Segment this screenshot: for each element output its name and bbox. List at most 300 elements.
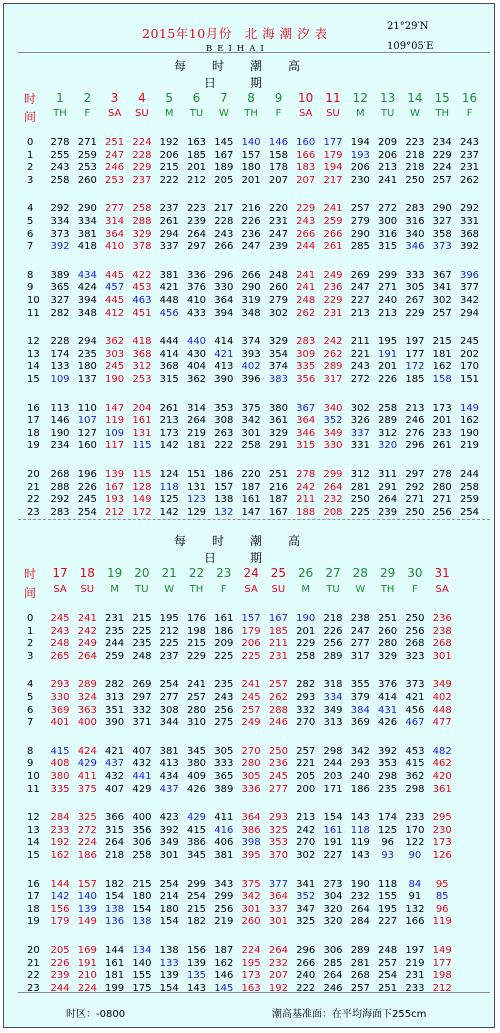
tide-height-cell: 266 <box>296 957 316 969</box>
tide-height-cell: 380 <box>268 402 288 414</box>
tide-height-cell: 336 <box>241 783 261 795</box>
tide-height-cell: 356 <box>296 374 316 385</box>
tide-height-cell: 380 <box>50 771 70 782</box>
tide-height-cell: 329 <box>132 228 152 240</box>
tide-height-cell: 290 <box>77 203 97 215</box>
tide-height-cell: 305 <box>405 282 425 294</box>
tide-height-cell: 262 <box>323 348 343 360</box>
tide-height-cell: 177 <box>323 137 343 148</box>
hour-label: 13 <box>27 824 40 836</box>
day-weekday: M <box>110 584 119 595</box>
tide-height-cell: 142 <box>50 891 70 903</box>
tide-height-cell: 434 <box>77 269 97 281</box>
tide-height-cell: 225 <box>159 638 179 650</box>
tide-height-cell: 296 <box>214 269 234 281</box>
tide-height-cell: 236 <box>432 613 452 624</box>
hour-label: 1 <box>27 149 34 161</box>
tide-height-cell: 259 <box>459 494 480 506</box>
tide-height-cell: 232 <box>268 957 288 969</box>
tide-height-cell: 256 <box>323 638 343 650</box>
tide-height-cell: 292 <box>50 203 70 215</box>
section-title: 每时潮高 <box>173 59 326 73</box>
tide-height-cell: 248 <box>378 945 398 956</box>
table-row <box>4 482 496 494</box>
table-row <box>4 825 496 837</box>
hour-label: 18 <box>27 427 40 439</box>
tide-height-cell: 173 <box>159 427 179 439</box>
tide-height-cell: 421 <box>159 282 179 294</box>
tide-height-cell: 143 <box>186 982 207 994</box>
tide-height-cell: 224 <box>77 982 97 994</box>
tide-height-cell: 289 <box>77 679 97 691</box>
table-row <box>4 374 496 386</box>
tide-height-cell: 190 <box>296 613 316 624</box>
tide-height-cell: 241 <box>296 282 316 294</box>
tide-height-cell: 283 <box>405 203 425 215</box>
tide-height-cell: 244 <box>50 982 70 994</box>
tide-height-cell: 230 <box>350 174 370 186</box>
tide-height-cell: 392 <box>50 241 70 253</box>
tide-height-cell: 250 <box>405 174 425 186</box>
tide-height-cell: 96 <box>381 837 394 849</box>
tide-height-cell: 200 <box>296 783 316 795</box>
tide-height-cell: 280 <box>186 704 207 716</box>
tide-height-cell: 194 <box>350 137 370 148</box>
table-row <box>4 162 496 174</box>
tide-height-cell: 170 <box>405 824 425 836</box>
tide-height-cell: 250 <box>268 745 288 757</box>
tide-height-cell: 364 <box>105 228 125 240</box>
hour-label: 9 <box>27 758 34 770</box>
day-number: 16 <box>461 91 478 105</box>
tide-height-cell: 229 <box>296 638 316 650</box>
table-row <box>4 945 496 957</box>
tide-height-cell: 206 <box>241 638 261 650</box>
tide-height-cell: 237 <box>132 174 152 186</box>
tide-height-cell: 219 <box>405 957 425 969</box>
hour-label: 15 <box>27 374 40 385</box>
tide-height-cell: 161 <box>105 957 125 969</box>
tide-height-cell: 235 <box>378 783 398 795</box>
tide-height-cell: 320 <box>323 916 343 928</box>
tide-height-cell: 269 <box>132 679 152 691</box>
tide-height-cell: 260 <box>378 625 398 637</box>
tide-height-cell: 157 <box>241 149 261 161</box>
tide-height-cell: 392 <box>378 745 398 757</box>
tide-height-cell: 213 <box>350 307 370 319</box>
tide-height-cell: 179 <box>323 149 343 161</box>
tide-height-cell: 448 <box>159 295 179 306</box>
tide-height-cell: 371 <box>132 717 152 729</box>
tide-height-cell: 289 <box>378 415 398 427</box>
tide-height-cell: 232 <box>350 891 370 903</box>
tide-height-cell: 364 <box>214 295 234 306</box>
tide-height-cell: 243 <box>50 625 70 637</box>
hour-label: 14 <box>27 837 40 849</box>
tide-height-cell: 426 <box>378 717 398 729</box>
tide-height-cell: 416 <box>214 824 234 836</box>
tide-height-cell: 463 <box>132 295 152 306</box>
tide-height-cell: 248 <box>50 638 70 650</box>
tide-height-cell: 199 <box>105 982 125 994</box>
tide-height-cell: 218 <box>405 162 425 174</box>
tide-height-cell: 308 <box>159 704 179 716</box>
tide-height-cell: 205 <box>214 174 234 186</box>
day-weekday: M <box>164 108 174 119</box>
table-row <box>4 150 496 162</box>
table-row <box>4 494 496 506</box>
hour-label: 16 <box>27 402 40 414</box>
tide-height-cell: 202 <box>459 348 480 360</box>
tide-height-cell: 266 <box>296 228 316 240</box>
table-row <box>4 958 496 970</box>
day-number: 4 <box>138 91 146 105</box>
tide-height-cell: 211 <box>296 494 316 506</box>
tide-height-cell: 467 <box>405 717 425 729</box>
tide-height-cell: 238 <box>350 613 370 624</box>
tide-height-cell: 241 <box>323 203 343 215</box>
tide-height-cell: 315 <box>105 824 125 836</box>
tide-height-cell: 421 <box>405 692 425 703</box>
tide-height-cell: 293 <box>50 679 70 691</box>
tide-height-cell: 208 <box>323 506 343 518</box>
day-number: 27 <box>325 566 341 580</box>
tide-height-cell: 233 <box>405 812 425 824</box>
tide-height-cell: 213 <box>159 415 179 427</box>
tide-height-cell: 277 <box>350 638 370 650</box>
tide-height-cell: 415 <box>50 745 70 757</box>
date-label: 日期 <box>203 76 296 90</box>
tide-height-cell: 348 <box>241 307 261 319</box>
day-number: 11 <box>325 91 341 105</box>
day-number: 6 <box>192 91 201 105</box>
tide-height-cell: 244 <box>323 758 343 770</box>
table-row <box>4 137 496 149</box>
tide-height-cell: 381 <box>77 228 97 240</box>
tide-height-cell: 314 <box>186 402 207 414</box>
tide-height-cell: 323 <box>405 650 425 662</box>
tide-height-cell: 231 <box>268 650 288 662</box>
tide-height-cell: 297 <box>132 692 152 703</box>
tide-height-cell: 186 <box>214 625 234 637</box>
tide-height-cell: 156 <box>186 945 207 956</box>
tide-height-cell: 132 <box>405 903 425 915</box>
tide-height-cell: 340 <box>323 402 343 414</box>
tide-height-cell: 194 <box>323 162 343 174</box>
day-weekday: F <box>275 108 282 119</box>
table-row <box>4 626 496 638</box>
tide-height-cell: 260 <box>268 282 288 294</box>
tide-height-cell: 235 <box>132 638 152 650</box>
tide-height-cell: 209 <box>378 137 398 148</box>
tide-height-cell: 254 <box>159 878 179 890</box>
tide-height-cell: 342 <box>459 295 480 306</box>
tide-height-cell: 180 <box>159 903 179 915</box>
tide-height-cell: 154 <box>323 812 343 824</box>
tide-height-cell: 224 <box>241 945 261 956</box>
tide-height-cell: 457 <box>105 282 125 294</box>
tide-height-cell: 415 <box>405 758 425 770</box>
day-weekday: TH <box>189 584 204 595</box>
tide-height-cell: 201 <box>186 162 207 174</box>
table-row <box>4 469 496 481</box>
tide-height-cell: 138 <box>214 494 234 506</box>
day-number: 30 <box>407 566 423 580</box>
day-number: 17 <box>52 566 68 580</box>
tide-height-cell: 241 <box>77 613 97 624</box>
tide-height-cell: 429 <box>77 758 97 770</box>
tide-height-cell: 377 <box>268 878 288 890</box>
tide-height-cell: 258 <box>378 402 398 414</box>
tide-height-cell: 187 <box>241 481 261 493</box>
tide-height-cell: 204 <box>132 402 152 414</box>
tide-height-cell: 330 <box>214 282 234 294</box>
tide-height-cell: 444 <box>159 336 179 348</box>
hour-label: 7 <box>27 241 34 253</box>
tide-height-cell: 239 <box>50 970 70 982</box>
day-number: 25 <box>270 566 287 580</box>
day-weekday: TU <box>380 108 395 119</box>
table-row <box>4 638 496 650</box>
tide-height-cell: 298 <box>323 745 343 757</box>
tide-height-cell: 262 <box>268 692 288 703</box>
tide-height-cell: 207 <box>296 174 316 186</box>
tide-height-cell: 156 <box>50 903 70 915</box>
tide-height-cell: 301 <box>432 650 452 662</box>
hour-label: 4 <box>27 203 34 215</box>
tide-height-cell: 228 <box>132 149 152 161</box>
tide-height-cell: 440 <box>186 336 207 348</box>
tide-height-cell: 288 <box>50 481 70 493</box>
tide-height-cell: 432 <box>105 771 125 782</box>
table-row <box>4 295 496 307</box>
table-row <box>4 440 496 452</box>
tide-height-cell: 305 <box>214 745 234 757</box>
tide-height-cell: 125 <box>159 494 179 506</box>
day-number: 2 <box>83 91 92 105</box>
tide-height-cell: 316 <box>378 228 398 240</box>
tide-height-cell: 402 <box>241 361 261 373</box>
tide-height-cell: 186 <box>350 783 370 795</box>
tide-height-cell: 191 <box>77 957 97 969</box>
tide-height-cell: 173 <box>432 402 452 414</box>
tide-height-cell: 368 <box>159 361 179 373</box>
tide-height-cell: 320 <box>323 903 343 915</box>
tide-height-cell: 264 <box>105 837 125 849</box>
tide-height-cell: 290 <box>432 203 452 215</box>
tide-height-cell: 190 <box>350 878 370 890</box>
tide-height-cell: 260 <box>77 174 97 186</box>
tide-height-cell: 230 <box>432 824 452 836</box>
tide-height-cell: 361 <box>268 415 288 427</box>
tide-height-cell: 453 <box>405 745 425 757</box>
tide-height-cell: 245 <box>268 771 288 782</box>
tide-height-cell: 185 <box>186 149 207 161</box>
tide-height-cell: 151 <box>459 374 480 385</box>
tide-height-cell: 228 <box>50 336 70 348</box>
tide-height-cell: 167 <box>105 481 125 493</box>
tide-height-cell: 334 <box>323 692 343 703</box>
tide-height-cell: 218 <box>105 850 125 861</box>
tide-height-cell: 135 <box>186 970 207 982</box>
tide-height-cell: 268 <box>432 638 452 650</box>
tide-height-cell: 325 <box>296 916 316 928</box>
tide-height-cell: 206 <box>378 149 398 161</box>
tide-height-cell: 140 <box>241 137 261 148</box>
tide-height-cell: 143 <box>350 850 370 861</box>
hour-label: 8 <box>27 745 34 757</box>
table-row <box>4 229 496 241</box>
tide-height-cell: 368 <box>132 348 152 360</box>
tide-height-cell: 257 <box>350 203 370 215</box>
tide-height-cell: 238 <box>432 625 452 637</box>
tide-height-cell: 258 <box>241 440 261 452</box>
table-row <box>4 216 496 228</box>
table-row <box>4 692 496 704</box>
hour-label: 10 <box>27 771 40 782</box>
tide-height-cell: 221 <box>296 758 316 770</box>
tide-height-cell: 207 <box>268 970 288 982</box>
tide-height-cell: 226 <box>77 481 97 493</box>
tide-height-cell: 301 <box>159 850 179 861</box>
tide-height-cell: 267 <box>405 295 425 306</box>
tide-height-cell: 407 <box>105 783 125 795</box>
tide-height-cell: 163 <box>186 137 207 148</box>
tide-height-cell: 195 <box>378 903 398 915</box>
tide-height-cell: 213 <box>378 307 398 319</box>
tide-height-cell: 257 <box>186 692 207 703</box>
tide-height-cell: 243 <box>50 162 70 174</box>
tide-height-cell: 117 <box>105 440 125 452</box>
tide-height-cell: 193 <box>105 494 125 506</box>
tide-height-cell: 215 <box>186 638 207 650</box>
tide-height-cell: 144 <box>105 945 125 956</box>
tide-height-cell: 331 <box>459 216 480 227</box>
tide-height-cell: 340 <box>405 228 425 240</box>
tide-height-cell: 257 <box>296 745 316 757</box>
tide-height-cell: 276 <box>405 427 425 439</box>
tide-height-cell: 258 <box>50 174 70 186</box>
tide-height-cell: 183 <box>296 162 316 174</box>
day-number: 1 <box>56 91 64 105</box>
tide-height-cell: 290 <box>241 282 261 294</box>
tide-height-cell: 429 <box>186 812 207 824</box>
tide-height-cell: 237 <box>159 203 179 215</box>
tide-height-cell: 177 <box>432 957 452 969</box>
table-row <box>4 784 496 796</box>
tide-height-cell: 225 <box>214 650 234 662</box>
hour-label: 2 <box>27 638 34 650</box>
tide-height-cell: 291 <box>378 481 398 493</box>
tide-height-cell: 320 <box>378 440 398 452</box>
tide-height-cell: 162 <box>432 361 452 373</box>
tide-height-cell: 348 <box>77 307 97 319</box>
tide-height-cell: 190 <box>459 427 480 439</box>
tide-height-cell: 249 <box>77 638 97 650</box>
tide-height-cell: 174 <box>50 348 70 360</box>
tide-height-cell: 246 <box>268 717 288 729</box>
tide-height-cell: 293 <box>296 692 316 703</box>
hour-label: 11 <box>27 783 40 795</box>
tide-height-cell: 157 <box>214 481 234 493</box>
tide-height-cell: 250 <box>350 494 370 506</box>
tide-height-cell: 243 <box>214 692 234 703</box>
tide-height-cell: 241 <box>241 679 261 691</box>
tide-height-cell: 281 <box>350 481 370 493</box>
tide-height-cell: 161 <box>132 415 152 427</box>
day-number: 22 <box>188 566 205 580</box>
tide-height-cell: 182 <box>105 878 125 890</box>
tide-height-cell: 146 <box>50 415 70 427</box>
tide-height-cell: 284 <box>50 812 70 824</box>
tide-height-cell: 247 <box>350 282 370 294</box>
tide-height-cell: 149 <box>77 916 97 928</box>
tide-height-cell: 344 <box>159 717 179 729</box>
day-number: 8 <box>247 91 255 105</box>
tide-height-cell: 404 <box>186 361 207 373</box>
tide-height-cell: 215 <box>186 903 207 915</box>
tide-height-cell: 231 <box>105 613 125 624</box>
table-row <box>4 361 496 373</box>
tide-height-cell: 324 <box>77 692 97 703</box>
tide-height-cell: 254 <box>159 679 179 691</box>
hour-label: 15 <box>27 850 40 861</box>
tide-height-cell: 93 <box>381 850 394 861</box>
tide-height-cell: 136 <box>105 916 125 928</box>
tide-height-cell: 264 <box>186 415 207 427</box>
tide-height-cell: 226 <box>323 625 343 637</box>
tide-height-cell: 198 <box>186 625 207 637</box>
tide-height-cell: 401 <box>50 717 70 729</box>
tide-height-cell: 256 <box>214 903 234 915</box>
tide-height-cell: 302 <box>350 402 370 414</box>
hour-label: 3 <box>27 174 34 186</box>
tide-height-cell: 345 <box>186 850 207 861</box>
tide-height-cell: 325 <box>268 824 288 836</box>
tide-height-cell: 264 <box>77 650 97 662</box>
tide-height-cell: 424 <box>77 745 97 757</box>
tide-height-cell: 386 <box>241 824 261 836</box>
tide-height-cell: 422 <box>132 269 152 281</box>
tide-height-cell: 292 <box>405 481 425 493</box>
tide-height-cell: 225 <box>132 625 152 637</box>
tide-height-cell: 349 <box>323 704 343 716</box>
tide-height-cell: 250 <box>405 613 425 624</box>
tide-height-cell: 140 <box>132 957 152 969</box>
tide-height-cell: 246 <box>405 415 425 427</box>
tide-height-cell: 175 <box>132 982 152 994</box>
tide-height-cell: 342 <box>241 415 261 427</box>
tide-height-cell: 196 <box>77 469 97 480</box>
tide-height-cell: 211 <box>268 638 288 650</box>
section-divider <box>18 519 490 520</box>
longitude-label: 109°05′E <box>387 41 434 52</box>
tide-height-cell: 134 <box>132 945 152 956</box>
day-weekday: W <box>409 108 420 119</box>
tide-height-cell: 157 <box>77 878 97 890</box>
tide-height-cell: 171 <box>323 783 343 795</box>
tide-height-cell: 330 <box>323 440 343 452</box>
tide-height-cell: 257 <box>378 957 398 969</box>
tide-height-cell: 160 <box>296 137 316 148</box>
table-row <box>4 175 496 187</box>
tide-height-cell: 191 <box>378 348 398 360</box>
day-weekday: SU <box>326 108 340 119</box>
tide-height-cell: 207 <box>268 174 288 186</box>
tide-height-cell: 400 <box>77 717 97 729</box>
tide-height-cell: 329 <box>378 650 398 662</box>
tide-height-cell: 445 <box>105 295 125 306</box>
